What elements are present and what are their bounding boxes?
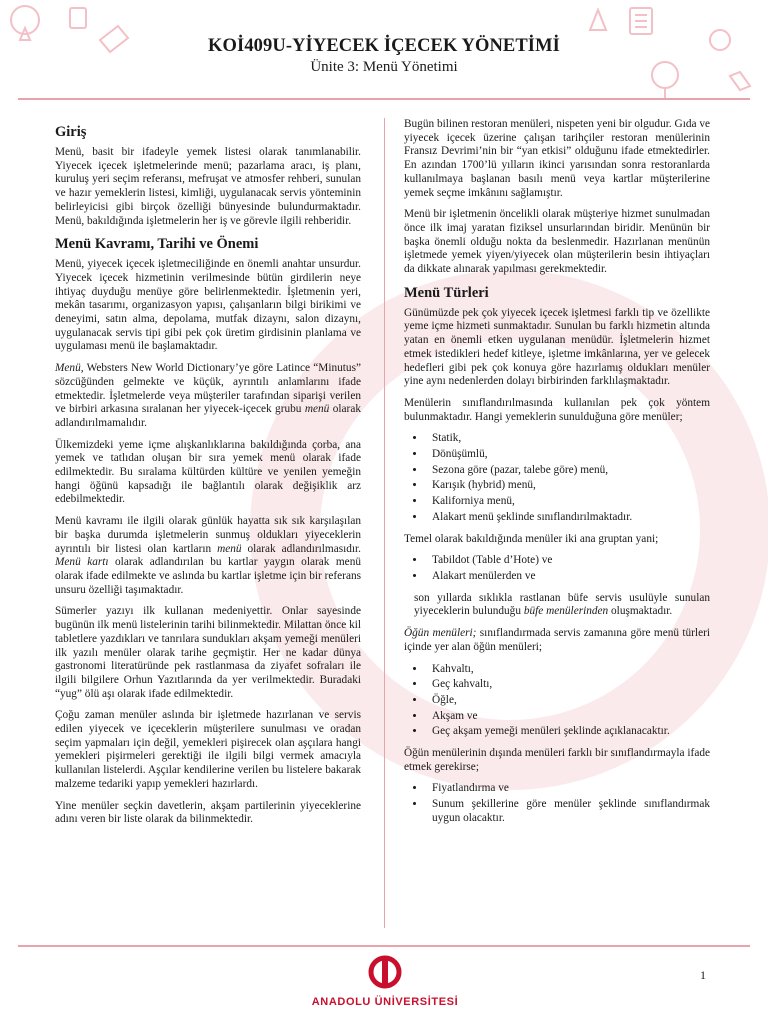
- paragraph: Menü, Websters New World Dictionary’ye göre Latince “Minutus” sözcüğünden gelmekte ve küçük, ayrıntılı anlamlarını ifade etmektedir. İşletmelerde veya müşteriler tarafından siparişi verilen ve birbiri arkasına sıralanan her yiyecek-içecek grubu menü olarak adlandırılmamalıdır.: [55, 362, 361, 429]
- meal-menus-list: [404, 663, 710, 740]
- list-item: • Akşam ve: [426, 710, 710, 724]
- main-groups-list: [404, 554, 710, 583]
- list-item: • Fiyatlandırma ve: [426, 782, 710, 796]
- heading-menu-turleri: Menü Türleri: [404, 284, 489, 301]
- column-divider: [384, 118, 385, 928]
- paragraph: Çoğu zaman menüler aslında bir işletmede hazırlanan ve servis edilen yiyecek ve içeceklerin müşterilere sunulması ve oradan seçim yapmaları için değil, yemekleri pişirecek olan aşçılara hangi yemekleri pişirmeleri gerektiği ile ilgili bilgi vermek amacıyla kullanılan listelerdi. Aşçılar kendilerine verilen bu listelere bakarak malzeme tedariki yapıp yemekleri hazırlardı.: [55, 709, 361, 790]
- paragraph: Öğün menüleri; sınıflandırmada servis zamanına göre menü türleri içinde yer alan öğün menüleri;: [404, 627, 710, 653]
- other-classification-list: [404, 782, 710, 825]
- paragraph: Ülkemizdeki yeme içme alışkanlıklarına bakıldığında çorba, ana yemek ve tatlıdan oluşan bir sıra yemek menü olarak ifade edilmektedir. Bu sıralama kültürden kültüre ve yenilen yemeğin hangi öğünü kapsadığı ile bağlantılı olarak değişiklik arz edebilmektedir.: [55, 438, 361, 506]
- list-item: • Sezona göre (pazar, talebe göre) menü,: [426, 464, 710, 478]
- list-item: • Alakart menülerden ve: [426, 570, 710, 584]
- page-number: 1: [700, 968, 706, 982]
- list-item: • Dönüşümlü,: [426, 448, 710, 462]
- list-item: • Kahvaltı,: [426, 663, 710, 677]
- paragraph: Temel olarak bakıldığında menüler iki ana gruptan yani;: [404, 532, 659, 545]
- paragraph: Menü, yiyecek içecek işletmeciliğinde en önemli anahtar unsurdur. Yiyecek içecek hizmetinin verilmesinde bütün girdilerin neye ihtiyaç duyduğu menüye göre belirlenmektedir. İşletmenin yeri, mekân tasarımı, organizasyon yapısı, çalışanların bilgi birikimi ve deneyimi, satın alma, depolama, mutfak dizaynı, salon dizaynı, uygulanacak servis tipi gibi pek çok üretim girdisinin planlama ve uygulaması menü ile başlamaktadır.: [55, 258, 361, 353]
- footer-divider: [18, 945, 750, 947]
- list-item: • Geç kahvaltı,: [426, 678, 710, 692]
- paragraph: Menü bir işletmenin öncelikli olarak müşteriye hizmet sunulmadan önce ilk imaj yaratan fiziksel unsurlarından biridir. Menünün bir başka önemli olduğu nokta da beslenmedir. Hazırlanan menünün işletmede yemek yiyen/yiyecek olan müşterilerin besin ihtiyaçları da dikkate alınarak yapılması gerekmektedir.: [404, 208, 710, 276]
- heading-menu-kavrami: Menü Kavramı, Tarihi ve Önemi: [55, 236, 259, 253]
- heading-giris: Giriş: [55, 124, 87, 140]
- paragraph: Öğün menülerinin dışında menüleri farklı bir sınıflandırmayla ifade etmek gerekirse;: [404, 747, 710, 773]
- left-column: [55, 118, 361, 835]
- anadolu-logo-icon: [367, 955, 403, 989]
- university-logo: [310, 955, 460, 1008]
- list-item: • Öğle,: [426, 694, 710, 708]
- list-item: • Statik,: [426, 432, 710, 446]
- menu-types-list: [404, 432, 710, 524]
- paragraph: Menü, basit bir ifadeyle yemek listesi olarak tanımlanabilir. Yiyecek içecek işletmelerinde menü; pazarlama aracı, iş planı, kuruluş yeri seçim referansı, mefruşat ve atmosfer rehberi, sunulan ve hazır yemeklerin listesi, kimliği, uygulanacak servis yönteminin belirleyicisi gibi birçok özelliği bünyesinde bulundurmaktadır. Menü, bakıldığında işletmelerin her iş ve görevle ilgili rehberidir.: [55, 146, 361, 227]
- list-item: • Karışık (hybrid) menü,: [426, 479, 710, 493]
- logo-text: ANADOLU ÜNİVERSİTESİ: [311, 996, 459, 1008]
- list-item: • Tabildot (Table d’Hote) ve: [426, 554, 710, 568]
- paragraph: Yine menüler seçkin davetlerin, akşam partilerinin yiyeceklerine adını veren bir liste olarak da bilinmektedir.: [55, 799, 361, 826]
- paragraph: Sümerler yazıyı ilk kullanan medeniyettir. Onlar sayesinde bugünün ilk menü listelerinin tarihi bilinmektedir. Milattan önce kil tabletlere yazdıkları ve tanrılara sundukları akşam yemeği menüleri ilk yazılı menüler olarak tarihe geçmiştir. Her ne kadar dünya gastronomi literatüründe pek rastlanmasa da ziyafet sofraları ile ilgili bilgilere Orhun Yazıtlarında da yer verilmektedir. Buradaki “yug” ölü aşı olarak ifade edilmektedir.: [55, 605, 361, 700]
- page-header: [0, 36, 768, 76]
- right-column: [404, 118, 710, 834]
- unit-subtitle: Ünite 3: Menü Yönetimi: [310, 59, 458, 75]
- paragraph: Bugün bilinen restoran menüleri, nispeten yeni bir olgudur. Gıda ve yiyecek içecek üzerine çalışan tarihçiler restoran menülerinin Fransız Devrimi’nin bir “yan etkisi” olduğunu ifade etmektedirler. En azından 1700’lü yılların ikinci yarısından sonra restoranlarda kullanılmaya başlanan basılı menü veya kartlar müşterilerine yemek seçme imkânını sağlamıştır.: [404, 118, 710, 199]
- paragraph: son yıllarda sıklıkla rastlanan büfe servis usulüyle sunulan yiyeceklerin bulunduğu büfe menülerinden oluşmaktadır.: [414, 591, 710, 618]
- paragraph: Menü kavramı ile ilgili olarak günlük hayatta sık sık karşılaşılan bir başka durumda işletmelerin sunmuş oldukları yiyeceklerin ayrıntılı bir listesi olan kartların menü olarak adlandırılmasıdır. Menü kartı olarak adlandırılan bu kartlar yaygın olarak menü olarak ifade edilmekte ve aslında bu kartlar işletme için bir referans unsuru özelliği taşımaktadır.: [55, 515, 362, 596]
- header-divider: [18, 98, 750, 100]
- paragraph: Günümüzde pek çok yiyecek içecek işletmesi farklı tip ve özellikte yeme içme hizmeti sunmaktadır. Sunulan bu farklı hizmetin altında yatan en önemli etken uygulanan menüdür. İşletmelerin hizmet etmek istedikleri hedef kitleye, işletme imkânlarına, yer ve gelecek hedefleri gibi pek çok konuya göre hazırlamış oldukları menüler yine aynı nedenlerden dolayı birbirinden farklılaşmaktadır.: [404, 306, 710, 388]
- document-title: KOİ409U-YİYECEK İÇECEK YÖNETİMİ: [208, 36, 560, 56]
- list-item: • Kaliforniya menü,: [426, 495, 710, 509]
- paragraph: Menülerin sınıflandırılmasında kullanılan pek çok yöntem bulunmaktadır. Hangi yemeklerin sunulduğuna göre menüler;: [404, 396, 710, 423]
- list-item: • Geç akşam yemeği menüleri şeklinde açıklanacaktır.: [426, 725, 710, 739]
- list-item: • Alakart menü şeklinde sınıflandırılmaktadır.: [426, 511, 710, 525]
- list-item: • Sunum şekillerine göre menüler şeklinde sınıflandırmak uygun olacaktır.: [426, 798, 710, 825]
